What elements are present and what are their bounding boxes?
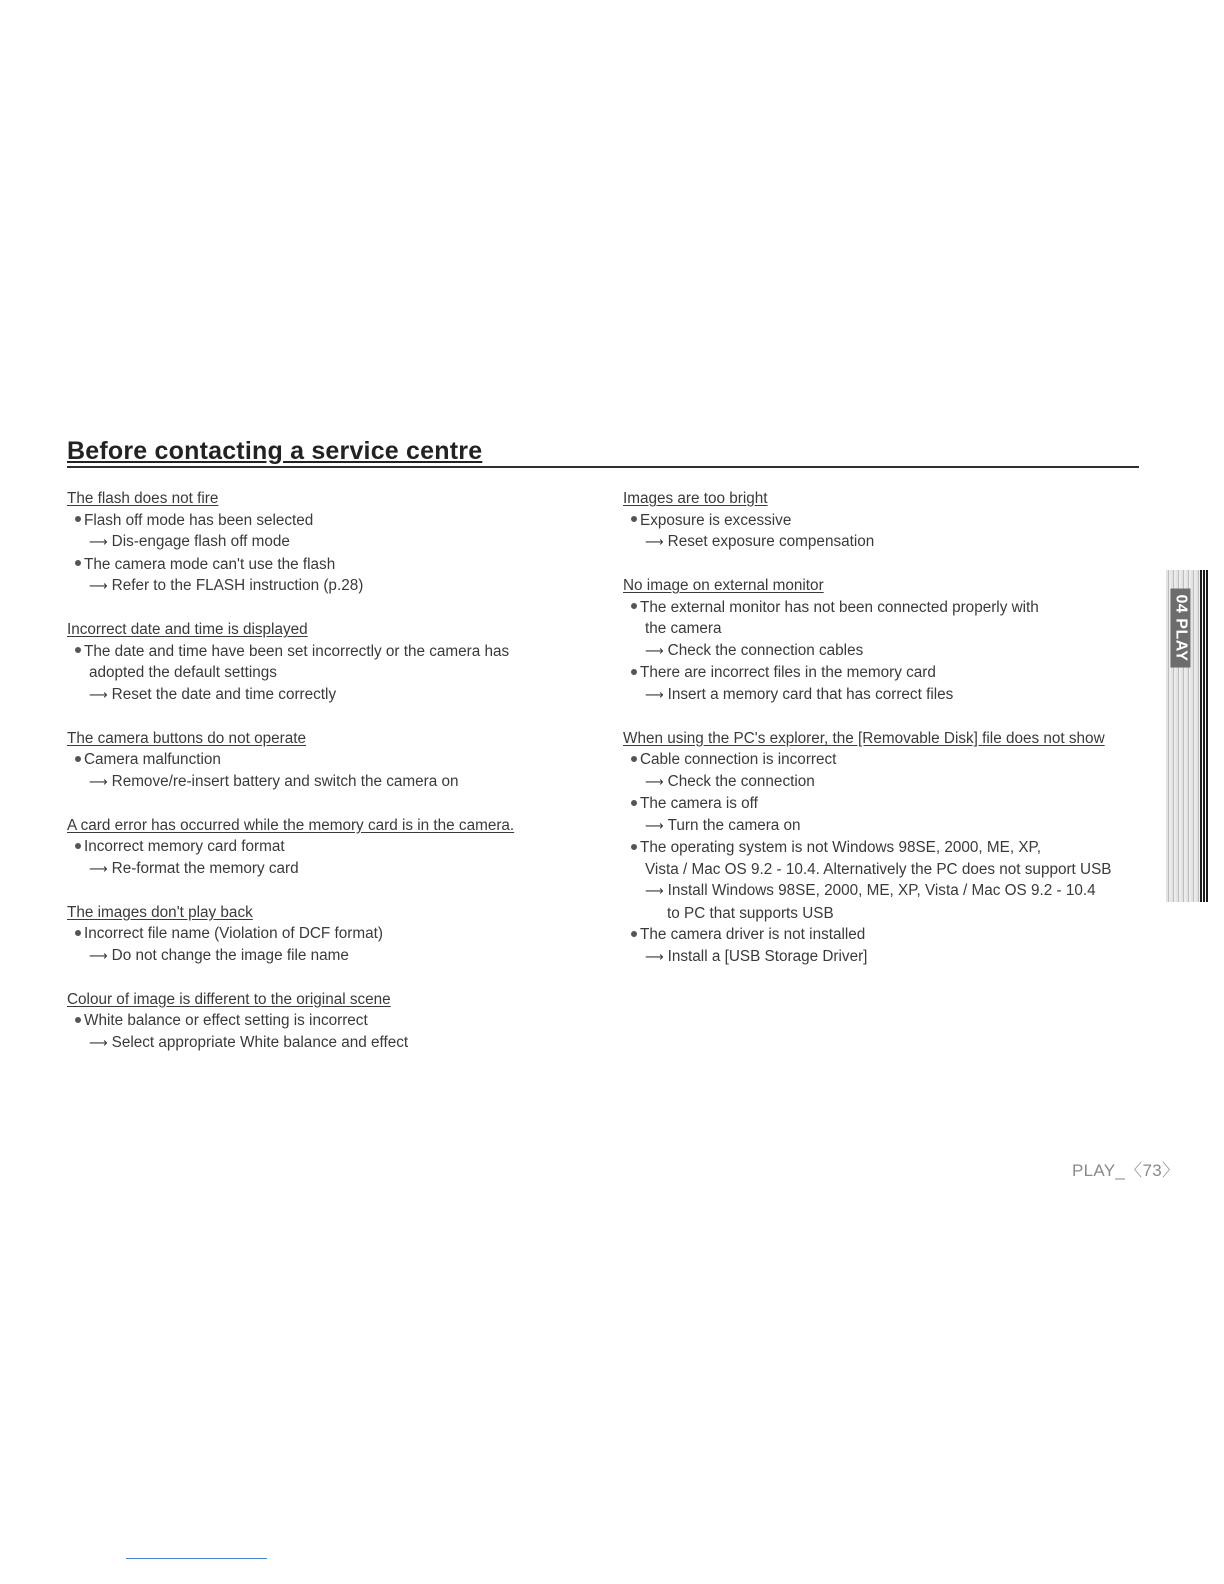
remedy-item bbox=[67, 771, 587, 794]
cause-item bbox=[67, 554, 587, 576]
cause-text: Incorrect file name (Violation of DCF format) bbox=[84, 925, 383, 942]
remedy-item bbox=[67, 858, 587, 881]
cause-text: The camera mode can't use the flash bbox=[84, 555, 336, 573]
cause-item bbox=[623, 837, 1153, 859]
remedy-item bbox=[623, 684, 1153, 707]
arrow-right-icon: ⟶ bbox=[645, 818, 664, 834]
chapter-side-tab bbox=[1166, 570, 1208, 902]
section-title: When using the PC's explorer, the [Removable Disk] file does not show bbox=[623, 729, 1105, 747]
remedy-text: Reset exposure compensation bbox=[667, 533, 875, 550]
bullet-icon bbox=[75, 560, 81, 566]
troubleshoot-section bbox=[67, 728, 587, 794]
bullet-icon bbox=[75, 930, 81, 936]
bullet-icon bbox=[75, 756, 81, 762]
cause-text: Camera malfunction bbox=[84, 751, 221, 768]
page-number: PLAY_〈73〉 bbox=[1072, 1161, 1180, 1180]
remedy-text: to PC that supports USB bbox=[667, 904, 834, 922]
section-title: A card error has occurred while the memory card is in the camera. bbox=[67, 816, 515, 834]
remedy-item bbox=[67, 575, 587, 598]
bullet-icon bbox=[75, 516, 81, 522]
remedy-text: Check the connection bbox=[667, 772, 815, 790]
arrow-right-icon: ⟶ bbox=[89, 687, 108, 703]
remedy-text: Install Windows 98SE, 2000, ME, XP, Vista / Mac OS 9.2 - 10.4 bbox=[667, 882, 1096, 899]
cause-text: The operating system is not Windows 98SE, 2000, ME, XP, bbox=[640, 839, 1042, 856]
remedy-text: Dis-engage flash off mode bbox=[111, 533, 290, 550]
bullet-icon bbox=[631, 603, 637, 609]
arrow-right-icon: ⟶ bbox=[89, 948, 108, 964]
arrow-right-icon: ⟶ bbox=[89, 861, 108, 877]
cause-item bbox=[623, 597, 1153, 619]
right-column bbox=[623, 488, 1153, 990]
arrow-right-icon: ⟶ bbox=[645, 884, 664, 899]
remedy-text: Refer to the FLASH instruction (p.28) bbox=[111, 577, 364, 594]
troubleshoot-section bbox=[67, 815, 587, 881]
remedy-item bbox=[67, 684, 587, 707]
remedy-item-continued bbox=[623, 903, 1153, 925]
cause-text: The date and time have been set incorrectly or the camera has bbox=[84, 642, 510, 660]
cause-item bbox=[623, 793, 1153, 815]
cause-text: The camera driver is not installed bbox=[640, 926, 866, 943]
tab-edge-bars bbox=[1200, 570, 1208, 902]
remedy-text: Remove/re-insert battery and switch the camera on bbox=[111, 772, 459, 790]
troubleshoot-section bbox=[67, 488, 587, 598]
footer-rule bbox=[126, 1558, 267, 1559]
section-title: Colour of image is different to the original scene bbox=[67, 990, 391, 1008]
troubleshoot-section bbox=[623, 488, 1153, 554]
remedy-item bbox=[623, 946, 1153, 969]
remedy-text: Install a [USB Storage Driver] bbox=[667, 947, 868, 965]
page-title: Before contacting a service centre bbox=[67, 436, 1139, 468]
cause-text: Cable connection is incorrect bbox=[640, 751, 837, 768]
cause-item bbox=[67, 510, 587, 532]
arrow-right-icon: ⟶ bbox=[645, 774, 664, 790]
bullet-icon bbox=[75, 843, 81, 849]
remedy-item bbox=[67, 945, 587, 968]
arrow-right-icon: ⟶ bbox=[89, 1035, 108, 1051]
bullet-icon bbox=[631, 800, 637, 806]
cause-item bbox=[623, 924, 1153, 946]
remedy-item bbox=[67, 531, 587, 554]
cause-item bbox=[623, 510, 1153, 532]
cause-item bbox=[67, 923, 587, 945]
cause-item-continued bbox=[67, 662, 587, 684]
arrow-right-icon: ⟶ bbox=[645, 535, 664, 550]
section-title: Incorrect date and time is displayed bbox=[67, 621, 308, 638]
section-title: Images are too bright bbox=[623, 490, 768, 507]
remedy-item bbox=[623, 640, 1153, 663]
arrow-right-icon: ⟶ bbox=[645, 949, 664, 965]
bullet-icon bbox=[631, 931, 637, 937]
troubleshoot-section bbox=[67, 619, 587, 706]
cause-item bbox=[623, 662, 1153, 684]
section-title: No image on external monitor bbox=[623, 577, 824, 594]
section-title: The images don't play back bbox=[67, 903, 253, 921]
cause-item bbox=[67, 836, 587, 858]
troubleshoot-section bbox=[623, 728, 1153, 969]
remedy-item bbox=[67, 1032, 587, 1055]
cause-text: Incorrect memory card format bbox=[84, 838, 285, 855]
remedy-text: Check the connection cables bbox=[667, 641, 864, 659]
bullet-icon bbox=[631, 844, 637, 850]
cause-text: Flash off mode has been selected bbox=[84, 511, 314, 529]
remedy-text: Turn the camera on bbox=[667, 816, 801, 834]
arrow-right-icon: ⟶ bbox=[645, 687, 664, 703]
bullet-icon bbox=[631, 669, 637, 675]
troubleshoot-section bbox=[67, 989, 587, 1055]
remedy-item bbox=[623, 771, 1153, 794]
remedy-text: Insert a memory card that has correct files bbox=[667, 685, 954, 703]
section-title: The flash does not fire bbox=[67, 490, 219, 507]
arrow-right-icon: ⟶ bbox=[89, 774, 108, 790]
bullet-icon bbox=[75, 647, 81, 653]
cause-text: adopted the default settings bbox=[89, 664, 277, 681]
remedy-text: Re-format the memory card bbox=[111, 859, 299, 877]
remedy-item bbox=[623, 815, 1153, 838]
cause-item-continued bbox=[623, 618, 1153, 640]
section-title: The camera buttons do not operate bbox=[67, 729, 306, 747]
arrow-right-icon: ⟶ bbox=[89, 579, 108, 594]
remedy-item bbox=[623, 531, 1153, 554]
cause-item bbox=[67, 1010, 587, 1032]
troubleshoot-section bbox=[623, 575, 1153, 706]
cause-text: Exposure is excessive bbox=[640, 511, 792, 529]
remedy-item bbox=[623, 880, 1153, 903]
cause-text: There are incorrect files in the memory card bbox=[640, 664, 936, 681]
arrow-right-icon: ⟶ bbox=[645, 643, 664, 659]
cause-text: The camera is off bbox=[640, 795, 758, 812]
cause-item bbox=[67, 641, 587, 663]
bullet-icon bbox=[75, 1017, 81, 1023]
cause-text: the camera bbox=[645, 620, 722, 637]
remedy-text: Reset the date and time correctly bbox=[111, 685, 337, 703]
cause-text: The external monitor has not been connected properly with bbox=[640, 598, 1039, 616]
remedy-text: Select appropriate White balance and effect bbox=[111, 1033, 409, 1051]
bullet-icon bbox=[631, 756, 637, 762]
cause-text: Vista / Mac OS 9.2 - 10.4. Alternatively the PC does not support USB bbox=[645, 860, 1112, 878]
arrow-right-icon: ⟶ bbox=[89, 535, 108, 550]
bullet-icon bbox=[631, 516, 637, 522]
remedy-text: Do not change the image file name bbox=[111, 946, 349, 964]
cause-item bbox=[623, 749, 1153, 771]
chapter-tab-label: 04 PLAY bbox=[1162, 588, 1198, 668]
cause-text: White balance or effect setting is incorrect bbox=[84, 1012, 368, 1029]
cause-item-continued bbox=[623, 859, 1153, 881]
left-column bbox=[67, 488, 587, 1076]
cause-item bbox=[67, 749, 587, 771]
troubleshoot-section bbox=[67, 902, 587, 968]
